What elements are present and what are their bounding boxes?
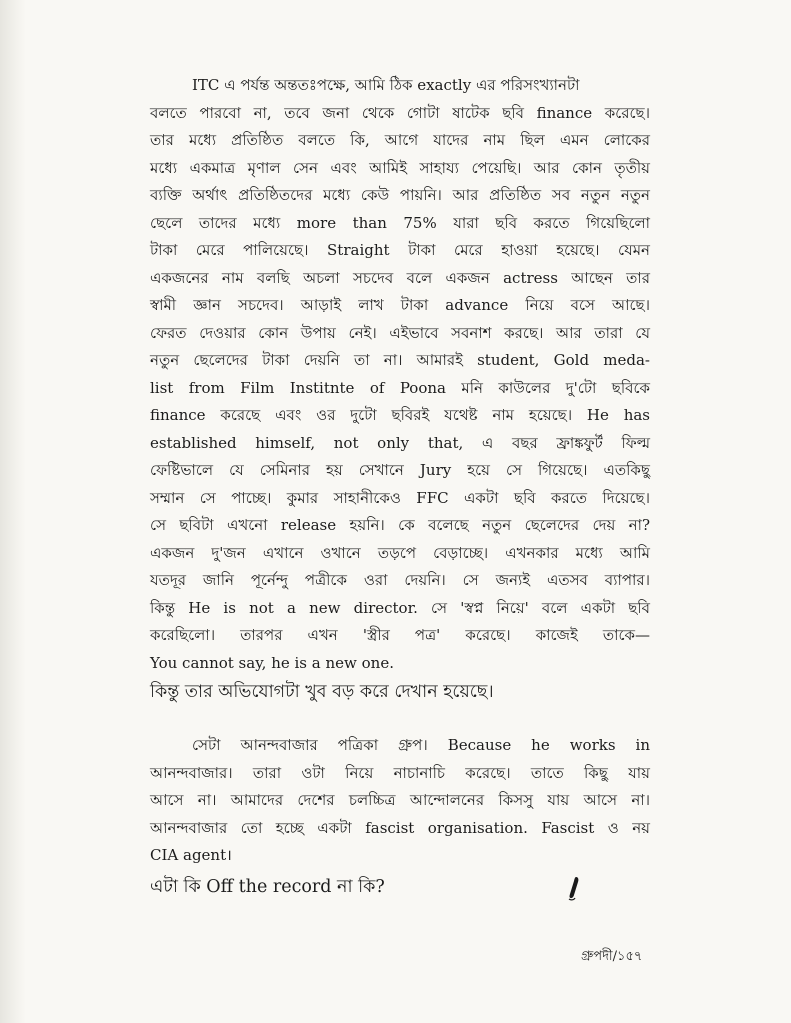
paragraph-line: মধ্যে একমাত্র মৃণাল সেন এবং আমিই সাহায্য পেয়েছি। আর কোন তৃতীয় — [150, 158, 650, 177]
paragraph-line: ফেষ্টিভালে যে সেমিনার হয় সেখানে Jury হয়ে সে গিয়েছে। এতকিছু — [150, 461, 650, 479]
paragraph-line: list from Film Institnte of Poona মনি কাউলের দু'টো ছবিকে — [150, 378, 650, 397]
paragraph-line: CIA agent। — [150, 846, 232, 864]
paragraph-line: টাকা মেরে পালিয়েছে। Straight টাকা মেরে হাওয়া হয়েছে। যেমন — [150, 241, 650, 259]
page-number: গ্রুপদী/১৫৭ — [581, 949, 643, 964]
paragraph-line: আনন্দবাজার। তারা ওটা নিয়ে নাচানাচি করেছে। তাতে কিছু যায় — [150, 763, 650, 782]
paragraph-line: ITC এ পর্যন্ত অন্ততঃপক্ষে, আমি ঠিক exactly এর পরিসংখ্যানটা — [192, 76, 580, 94]
paragraph-line: স্বামী জ্ঞান সচদেব। আড়াই লাখ টাকা advance নিয়ে বসে আছে। — [150, 296, 650, 314]
paragraph-line: করেছিলো। তারপর এখন 'স্ত্রীর পত্র' করেছে। কাজেই তাকে— — [150, 626, 650, 644]
paragraph-line: সেটা আনন্দবাজার পত্রিকা গ্রুপ। Because he works in — [192, 736, 650, 754]
paragraph-line: finance করেছে এবং ওর দুটো ছবিরই যথেষ্ট নাম হয়েছে। He has — [150, 406, 650, 424]
paragraph-body — [150, 72, 650, 677]
paragraph-line: established himself, not only that, এ বছর ফ্রাঙ্কফুর্ট ফিল্ম — [150, 433, 650, 452]
paragraph-body — [150, 732, 650, 870]
paragraph-line: যতদূর জানি পূর্নেন্দু পত্রীকে ওরা দেয়নি। সে জন্যই এতসব ব্যাপার। — [150, 571, 650, 589]
paragraph-line: সম্মান সে পাচ্ছে। কুমার সাহানীকেও FFC একটা ছবি করতে দিয়েছে। — [150, 488, 650, 507]
paragraph-line: ফেরত দেওয়ার কোন উপায় নেই। এইভাবে সবনাশ করছে। আর তারা যে — [150, 323, 650, 342]
paragraph-line: You cannot say, he is a new one. — [150, 653, 394, 672]
answer-paragraph-2 — [150, 732, 650, 870]
paragraph-line: আসে না। আমাদের দেশের চলচ্চিত্র আন্দোলনের কিসসু যায় আসে না। — [150, 791, 650, 809]
paragraph-line: আনন্দবাজার তো হচ্ছে একটা fascist organisation. Fascist ও নয় — [150, 818, 650, 837]
paragraph-line: ছেলে তাদের মধ্যে more than 75% যারা ছবি করতে গিয়েছিলো — [150, 213, 650, 232]
paragraph-line: সে ছবিটা এখনো release হয়নি। কে বলেছে নতুন ছেলেদের দেয় না? — [150, 516, 650, 534]
paragraph-line: একজন দু'জন এখানে ওখানে তড়পে বেড়াচ্ছে। এখনকার মধ্যে আমি — [150, 543, 650, 562]
paragraph-line: বলতে পারবো না, তবে জনা থেকে গোটা ষাটেক ছবি finance করেছে। — [150, 103, 650, 122]
paragraph-line: ব্যক্তি অর্থাৎ প্রতিষ্ঠিতদের মধ্যে কেউ পায়নি। আর প্রতিষ্ঠিত সব নতুন নতুন — [150, 186, 650, 204]
interviewer-question: কিন্তু তার অভিযোগটা খুব বড় করে দেখান হয়েছে। — [150, 682, 494, 702]
paragraph-line: তার মধ্যে প্রতিষ্ঠিত বলতে কি, আগে যাদের নাম ছিল এমন লোকের — [150, 131, 650, 149]
answer-paragraph — [150, 72, 650, 677]
paragraph-line: একজনের নাম বলছি অচলা সচদেব বলে একজন actress আছেন তার — [150, 268, 650, 287]
paragraph-line: কিন্তু He is not a new director. সে 'স্বপ্ন নিয়ে' বলে একটা ছবি — [150, 598, 650, 617]
pen-mark-icon — [566, 875, 582, 901]
paragraph-line: নতুন ছেলেদের টাকা দেয়নি তা না। আমারই student, Gold meda- — [150, 351, 650, 369]
interviewer-question-2: এটা কি Off the record না কি? — [150, 877, 385, 897]
page-gutter-shadow — [0, 0, 26, 1023]
